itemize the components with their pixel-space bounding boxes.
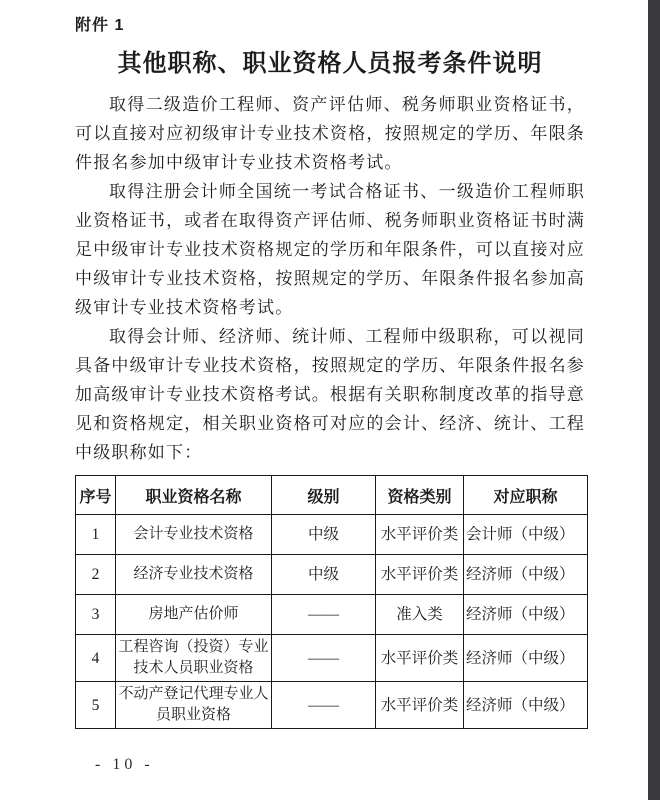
- cell-level: ——: [272, 595, 376, 635]
- paragraph-2: 取得注册会计师全国统一考试合格证书、一级造价工程师职业资格证书，或者在取得资产评估师、税务师职业资格证书时满足中级审计专业技术资格规定的学历和年限条件，可以直接对应中级审计专业技术资格，按照规定的学历、年限条件报名参加高级审计专业技术资格考试。: [75, 182, 585, 317]
- cell-level: ——: [272, 635, 376, 682]
- cell-category: 水平评价类: [376, 635, 464, 682]
- col-header-qualification-name: 职业资格名称: [116, 476, 272, 515]
- paragraph-1: 取得二级造价工程师、资产评估师、税务师职业资格证书，可以直接对应初级审计专业技术资格，按照规定的学历、年限条件报名参加中级审计专业技术资格考试。: [75, 95, 585, 172]
- cell-qualification-name: 工程咨询（投资）专业技术人员职业资格: [116, 635, 272, 682]
- cell-corresponding-title: 经济师（中级）: [464, 682, 588, 729]
- cell-category: 水平评价类: [376, 515, 464, 555]
- cell-qualification-name: 不动产登记代理专业人员职业资格: [116, 682, 272, 729]
- cell-level: 中级: [272, 555, 376, 595]
- page-number: - 10 -: [95, 756, 154, 773]
- cell-index: 4: [76, 635, 116, 682]
- attachment-label: 附件 1: [75, 17, 125, 34]
- cell-index: 1: [76, 515, 116, 555]
- col-header-corresponding-title: 对应职称: [464, 476, 588, 515]
- table-row: [76, 635, 588, 682]
- cell-corresponding-title: 经济师（中级）: [464, 635, 588, 682]
- cell-qualification-name: 房地产估价师: [116, 595, 272, 635]
- col-header-category: 资格类别: [376, 476, 464, 515]
- cell-index: 3: [76, 595, 116, 635]
- col-header-level: 级别: [272, 476, 376, 515]
- cell-index: 5: [76, 682, 116, 729]
- table-row: [76, 595, 588, 635]
- qualification-table: [75, 475, 588, 729]
- cell-level: ——: [272, 682, 376, 729]
- table-row: [76, 682, 588, 729]
- document-title: 其他职称、职业资格人员报考条件说明: [117, 50, 543, 77]
- cell-corresponding-title: 经济师（中级）: [464, 555, 588, 595]
- cell-category: 准入类: [376, 595, 464, 635]
- paragraph-3: 取得会计师、经济师、统计师、工程师中级职称，可以视同具备中级审计专业技术资格，按照规定的学历、年限条件报名参加高级审计专业技术资格考试。根据有关职称制度改革的指导意见和资格规定，相关职业资格可对应的会计、经济、统计、工程中级职称如下：: [75, 327, 585, 462]
- cell-qualification-name: 经济专业技术资格: [116, 555, 272, 595]
- cell-level: 中级: [272, 515, 376, 555]
- document-content: [75, 12, 585, 729]
- cell-corresponding-title: 经济师（中级）: [464, 595, 588, 635]
- table-row: [76, 555, 588, 595]
- cell-index: 2: [76, 555, 116, 595]
- cell-corresponding-title: 会计师（中级）: [464, 515, 588, 555]
- col-header-index: 序号: [76, 476, 116, 515]
- table-row: [76, 515, 588, 555]
- body-text: [75, 90, 585, 467]
- cell-category: 水平评价类: [376, 682, 464, 729]
- cell-category: 水平评价类: [376, 555, 464, 595]
- table-header-row: [76, 476, 588, 515]
- cell-qualification-name: 会计专业技术资格: [116, 515, 272, 555]
- page-edge-strip: [648, 0, 660, 800]
